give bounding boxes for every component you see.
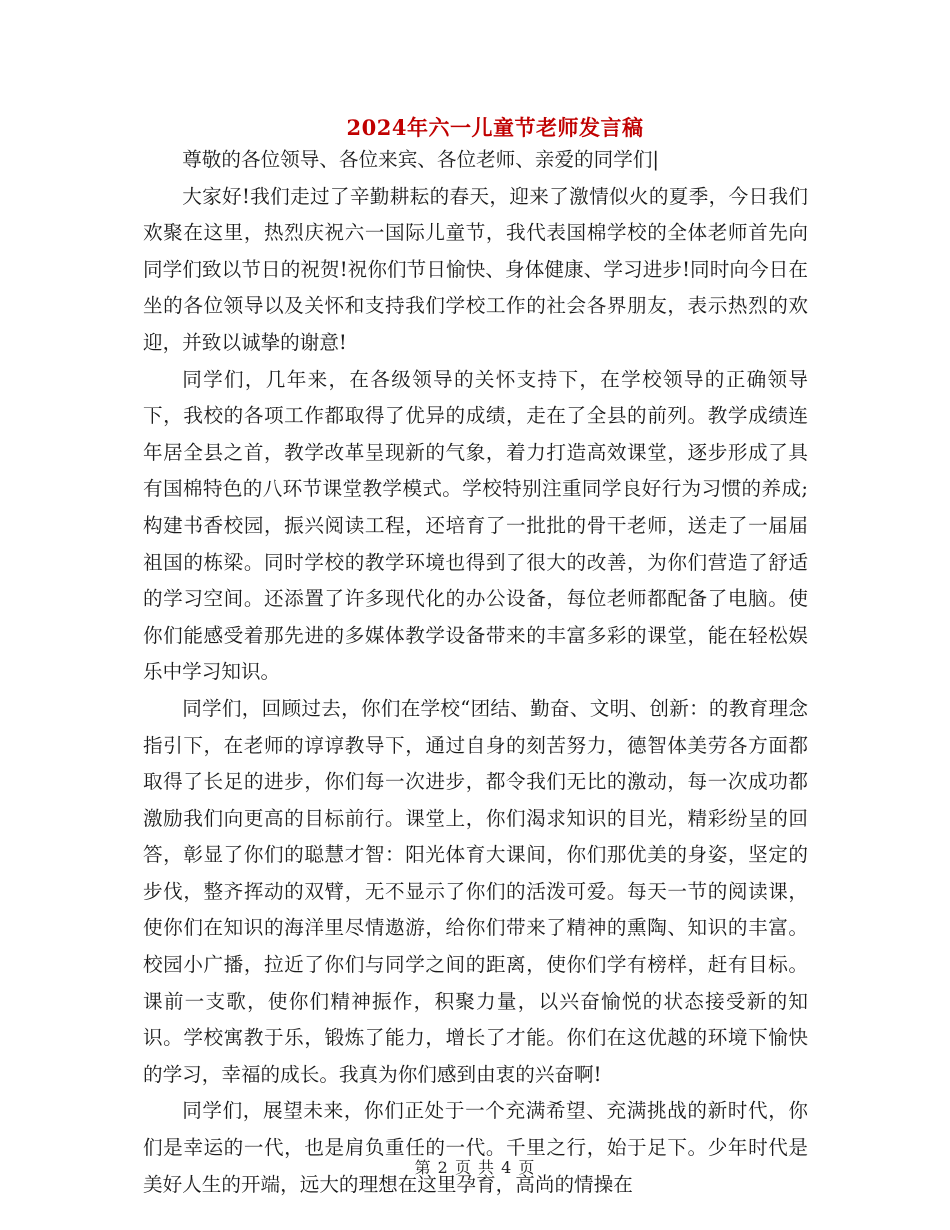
review-paragraph: 同学们，回顾过去，你们在学校“团结、勤奋、文明、创新：的教育理念指引下，在老师的谆谆教导下，通过自身的刻苦努力，德智体美劳各方面都取得了长足的进步，你们每一次进步，都令我们无比的激动，每一次成功都激励我们向更高的目标前行。课堂上，你们渴求知识的目光，精彩纷呈的回答，彰显了你们的聪慧才智：阳光体育大课间，你们那优美的身姿，坚定的步伐，整齐挥动的双臂，无不显示了你们的活泼可爱。每天一节的阅读课，使你们在知识的海洋里尽情遨游，给你们带来了精神的熏陶、知识的丰富。校园小广播，拉近了你们与同学之间的距离，使你们学有榜样，赶有目标。课前一支歌，使你们精神振作，积聚力量，以兴奋愉悦的状态接受新的知识。学校寓教于乐，锻炼了能力，增长了才能。你们在这优越的环境下愉快的学习，幸福的成长。我真为你们感到由衷的兴奋啊! (143, 696, 808, 1086)
achievements-paragraph: 同学们，几年来，在各级领导的关怀支持下，在学校领导的正确领导下，我校的各项工作都取得了优异的成绩，走在了全县的前列。教学成绩连年居全县之首，教学改革呈现新的气象，着力打造高效课堂，逐步形成了具有国棉特色的八环节课堂教学模式。学校特别注重同学良好行为习惯的养成;构建书香校园，振兴阅读工程，还培育了一批批的骨干老师，送走了一届届祖国的栋梁。同时学校的教学环境也得到了很大的改善，为你们营造了舒适的学习空间。还添置了许多现代化的办公设备，每位老师都配备了电脑。使你们能感受着那先进的多媒体教学设备带来的丰富多彩的课堂，能在轻松娱乐中学习知识。 (143, 367, 808, 684)
salutation-paragraph: 尊敬的各位领导、各位来宾、各位老师、亲爱的同学们| (182, 148, 660, 171)
page-number-footer: 第 2 页 共 4 页 (414, 1158, 536, 1177)
greeting-paragraph: 大家好!我们走过了辛勤耕耘的春天，迎来了激情似火的夏季，今日我们欢聚在这里，热烈庆祝六一国际儿童节，我代表国棉学校的全体老师首先向同学们致以节日的祝贺!祝你们节日愉快、身体健康、学习进步!同时向今日在坐的各位领导以及关怀和支持我们学校工作的社会各界朋友，表示热烈的欢迎，并致以诚挚的谢意! (143, 184, 808, 354)
outlook-paragraph: 同学们，展望未来，你们正处于一个充满希望、充满挑战的新时代，你们是幸运的一代，也是肩负重任的一代。千里之行，始于足下。少年时代是美好人生的开端，远大的理想在这里孕育，高尚的情操在 (143, 1099, 808, 1196)
document-body (143, 142, 808, 1203)
document-title: 2024年六一儿童节老师发言稿 (346, 115, 644, 140)
